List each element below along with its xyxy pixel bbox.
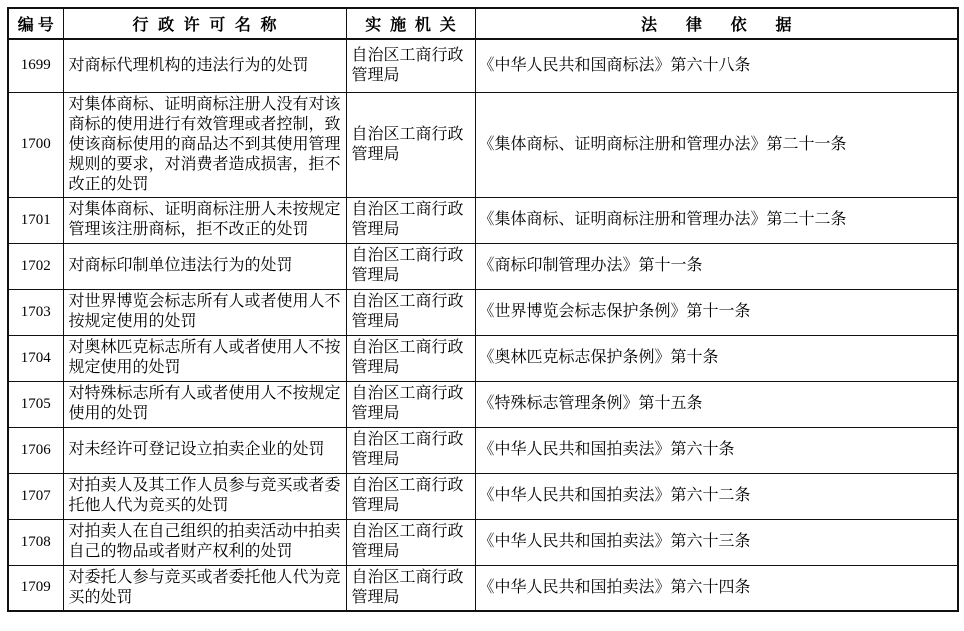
row-name: 对集体商标、证明商标注册人没有对该商标的使用进行有效管理或者控制，致使该商标使用的商品达不到其使用管理规则的要求，对消费者造成损害，拒不改正的处罚 [63, 92, 346, 197]
row-name: 对拍卖人及其工作人员参与竞买或者委托他人代为竞买的处罚 [63, 473, 346, 519]
table-header-row [8, 8, 958, 39]
row-id: 1706 [8, 427, 63, 473]
table-row [8, 289, 958, 335]
table-row [8, 381, 958, 427]
row-id: 1701 [8, 197, 63, 243]
row-id: 1699 [8, 39, 63, 92]
row-legal: 《中华人民共和国拍卖法》第六十条 [475, 427, 958, 473]
row-agency: 自治区工商行政管理局 [346, 427, 475, 473]
row-legal: 《商标印制管理办法》第十一条 [475, 243, 958, 289]
row-legal: 《特殊标志管理条例》第十五条 [475, 381, 958, 427]
header-agency: 实施机关 [346, 8, 475, 39]
table-row [8, 92, 958, 197]
row-id: 1707 [8, 473, 63, 519]
row-name: 对世界博览会标志所有人或者使用人不按规定使用的处罚 [63, 289, 346, 335]
table-row [8, 565, 958, 611]
row-name: 对商标代理机构的违法行为的处罚 [63, 39, 346, 92]
row-agency: 自治区工商行政管理局 [346, 243, 475, 289]
table-row [8, 39, 958, 92]
row-agency: 自治区工商行政管理局 [346, 473, 475, 519]
row-id: 1704 [8, 335, 63, 381]
row-id: 1708 [8, 519, 63, 565]
row-legal: 《集体商标、证明商标注册和管理办法》第二十一条 [475, 92, 958, 197]
row-name: 对未经许可登记设立拍卖企业的处罚 [63, 427, 346, 473]
table-row [8, 197, 958, 243]
header-id: 编号 [8, 8, 63, 39]
row-name: 对拍卖人在自己组织的拍卖活动中拍卖自己的物品或者财产权利的处罚 [63, 519, 346, 565]
row-name: 对特殊标志所有人或者使用人不按规定使用的处罚 [63, 381, 346, 427]
row-agency: 自治区工商行政管理局 [346, 381, 475, 427]
row-agency: 自治区工商行政管理局 [346, 565, 475, 611]
row-name: 对集体商标、证明商标注册人未按规定管理该注册商标，拒不改正的处罚 [63, 197, 346, 243]
row-legal: 《中华人民共和国商标法》第六十八条 [475, 39, 958, 92]
row-name: 对商标印制单位违法行为的处罚 [63, 243, 346, 289]
table-row [8, 427, 958, 473]
header-legal: 法律依据 [475, 8, 958, 39]
row-id: 1702 [8, 243, 63, 289]
row-id: 1703 [8, 289, 63, 335]
table-row [8, 473, 958, 519]
row-agency: 自治区工商行政管理局 [346, 519, 475, 565]
row-legal: 《中华人民共和国拍卖法》第六十四条 [475, 565, 958, 611]
row-agency: 自治区工商行政管理局 [346, 335, 475, 381]
row-id: 1705 [8, 381, 63, 427]
table-row [8, 519, 958, 565]
row-name: 对奥林匹克标志所有人或者使用人不按规定使用的处罚 [63, 335, 346, 381]
table-row [8, 243, 958, 289]
row-name: 对委托人参与竞买或者委托他人代为竞买的处罚 [63, 565, 346, 611]
row-legal: 《奥林匹克标志保护条例》第十条 [475, 335, 958, 381]
row-id: 1700 [8, 92, 63, 197]
row-agency: 自治区工商行政管理局 [346, 92, 475, 197]
row-legal: 《中华人民共和国拍卖法》第六十二条 [475, 473, 958, 519]
administrative-permits-table [7, 7, 959, 612]
row-legal: 《集体商标、证明商标注册和管理办法》第二十二条 [475, 197, 958, 243]
row-legal: 《世界博览会标志保护条例》第十一条 [475, 289, 958, 335]
table-row [8, 335, 958, 381]
row-legal: 《中华人民共和国拍卖法》第六十三条 [475, 519, 958, 565]
row-agency: 自治区工商行政管理局 [346, 197, 475, 243]
row-agency: 自治区工商行政管理局 [346, 39, 475, 92]
row-id: 1709 [8, 565, 63, 611]
header-name: 行政许可名称 [63, 8, 346, 39]
row-agency: 自治区工商行政管理局 [346, 289, 475, 335]
